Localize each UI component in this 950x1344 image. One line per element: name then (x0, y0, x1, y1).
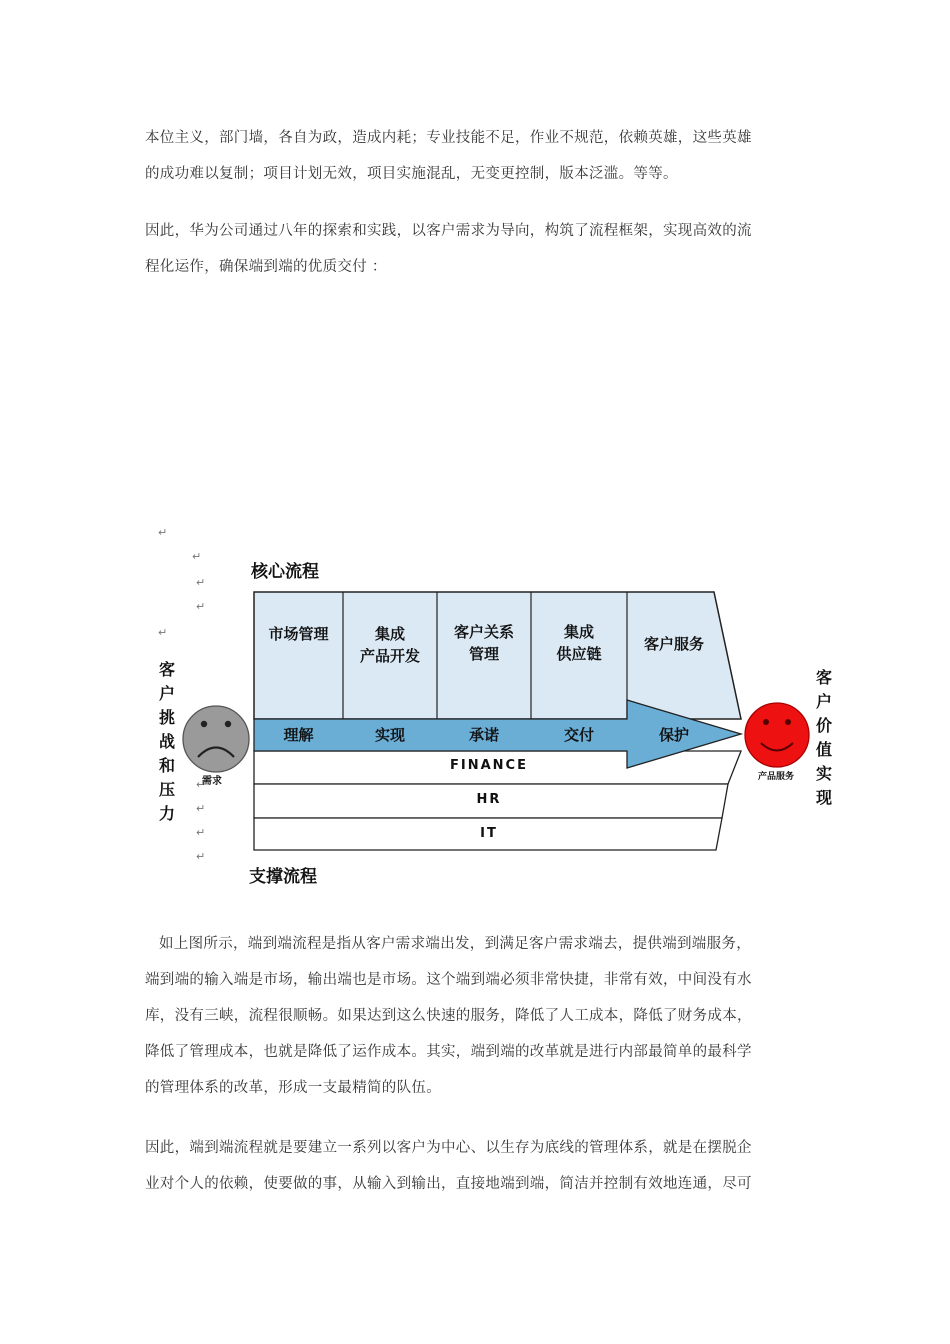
process-customer-relationship: 客户关系 管理 (453, 623, 514, 663)
core-process-title: 核心流程 (251, 562, 319, 582)
paragraph-mark: ↵ (196, 850, 206, 863)
process-graphic (0, 510, 950, 880)
paragraph-4 (145, 1130, 805, 1202)
text-line: 程化运作，确保端到端的优质交付 ： (145, 259, 387, 275)
customer-challenge-label: 客户挑战和压力 (158, 660, 175, 823)
text-line: 如上图所示，端到端流程是指从客户需求端出发，到满足客户需求端去，提供端到端服务， (159, 936, 751, 952)
text-line: 端到端的输入端是市场，输出端也是市场。这个端到端必须非常快捷，非常有效，中间没有水 (145, 972, 752, 988)
process-integrated-supply-chain: 集成 供应链 (556, 623, 602, 663)
paragraph-mark: ↵ (196, 802, 206, 815)
support-finance: FINANCE (450, 758, 528, 773)
happy-face-icon (745, 703, 809, 767)
customer-value-label: 客户价值实现 (815, 668, 832, 807)
stage-deliver: 交付 (563, 726, 594, 744)
product-service-label: 产品服务 (758, 772, 795, 782)
stage-commit: 承诺 (468, 726, 499, 744)
text-line: 本位主义，部门墙，各自为政，造成内耗；专业技能不足，作业不规范，依赖英雄，这些英雄 (145, 130, 752, 146)
paragraph-mark: ↵ (158, 526, 168, 539)
text-line: 因此，端到端流程就是要建立一系列以客户为中心、以生存为底线的管理体系，就是在摆脱企 (145, 1140, 752, 1156)
paragraph-mark: ↵ (192, 550, 202, 563)
stage-understand: 理解 (283, 726, 314, 744)
text-line: 因此，华为公司通过八年的探索和实践，以客户需求为导向，构筑了流程框架，实现高效的流 (145, 223, 752, 239)
support-process-title: 支撑流程 (249, 867, 317, 887)
process-customer-service: 客户服务 (643, 635, 704, 653)
support-it: IT (480, 826, 498, 841)
process-integrated-product-development: 集成 产品开发 (359, 625, 420, 665)
text-line: 降低了管理成本，也就是降低了运作成本。其实，端到端的改革就是进行内部最简单的最科学 (145, 1044, 752, 1060)
paragraph-mark: ↵ (196, 600, 206, 613)
paragraph-mark: ↵ (158, 626, 168, 639)
paragraph-2 (145, 213, 805, 285)
text-line: 的成功难以复制；项目计划无效，项目实施混乱，无变更控制，版本泛滥。等等。 (145, 166, 678, 182)
process-market-management: 市场管理 (268, 625, 329, 643)
stage-realize: 实现 (374, 726, 405, 744)
support-hr: HR (476, 792, 502, 807)
demand-label: 需求 (202, 776, 222, 787)
text-line: 的管理体系的改革，形成一支最精简的队伍。 (145, 1080, 441, 1096)
paragraph-1 (145, 120, 805, 192)
stage-protect: 保护 (658, 726, 689, 744)
text-line: 库，没有三峡，流程很顺畅。如果达到这么快速的服务，降低了人工成本，降低了财务成本， (145, 1008, 752, 1024)
paragraph-mark: ↵ (196, 826, 206, 839)
process-framework-diagram (0, 510, 950, 887)
sad-face-icon (183, 706, 249, 772)
paragraph-3 (145, 926, 805, 1106)
paragraph-mark: ↵ (196, 778, 206, 791)
text-line: 业对个人的依赖，使要做的事，从输入到输出，直接地端到端，简洁并控制有效地连通，尽可 (145, 1176, 752, 1192)
paragraph-mark: ↵ (196, 576, 206, 589)
